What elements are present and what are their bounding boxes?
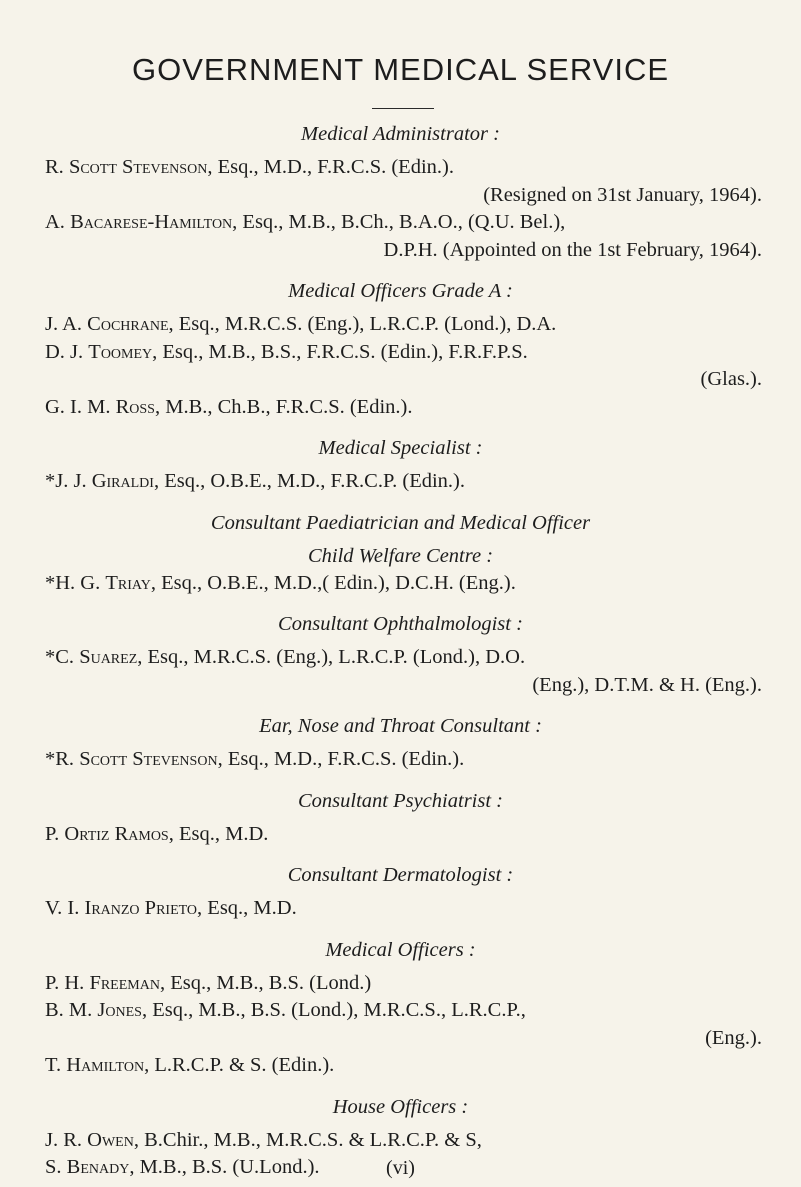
entry-line: S. Benady, M.B., B.S. (U.Lond.).	[45, 1156, 320, 1178]
entry-continuation: (Resigned on 31st January, 1964).	[483, 183, 762, 206]
page-title: GOVERNMENT MEDICAL SERVICE	[131, 52, 670, 87]
section-heading-ent-consultant: Ear, Nose and Throat Consultant :	[259, 715, 542, 737]
section-heading-consultant-paediatrician: Consultant Paediatrician and Medical Officer	[210, 511, 591, 534]
page-folio: (vi)	[386, 1157, 415, 1179]
section-heading-consultant-dermatologist: Consultant Dermatologist :	[287, 864, 514, 886]
entry-line: *H. G. Triay, Esq., O.B.E., M.D.,( Edin.), D.C.H. (Eng.).	[45, 571, 516, 594]
entry-line: R. Scott Stevenson, Esq., M.D., F.R.C.S. (Edin.).	[45, 156, 454, 178]
surname: Ross	[115, 395, 155, 418]
surname: Owen	[87, 1128, 134, 1151]
entry-line: B. M. Jones, Esq., M.B., B.S. (Lond.), M.R.C.S., L.R.C.P.,	[45, 999, 526, 1021]
entry-continuation: (Eng.), D.T.M. & H. (Eng.).	[532, 673, 762, 696]
entry-line: J. R. Owen, B.Chir., M.B., M.R.C.S. & L.R.C.P. & S,	[45, 1128, 482, 1151]
section-heading-child-welfare-centre: Child Welfare Centre :	[307, 544, 494, 567]
entry-line: D. J. Toomey, Esq., M.B., B.S., F.R.C.S. (Edin.), F.R.F.P.S.	[45, 340, 528, 363]
entry-line: A. Bacarese-Hamilton, Esq., M.B., B.Ch., B.A.O., (Q.U. Bel.),	[45, 211, 566, 233]
entry-line: *J. J. Giraldi, Esq., O.B.E., M.D., F.R.C.P. (Edin.).	[45, 470, 465, 492]
section-heading-house-officers: House Officers :	[332, 1095, 469, 1118]
surname: Toomey	[88, 340, 153, 363]
entry-line: G. I. M. Ross, M.B., Ch.B., F.R.C.S. (Edin.).	[45, 395, 413, 418]
section-heading-consultant-psychiatrist: Consultant Psychiatrist :	[298, 789, 503, 812]
section-heading-consultant-ophthalmologist: Consultant Ophthalmologist :	[278, 613, 523, 635]
surname: Bacarese-Hamilton	[70, 211, 233, 233]
surname: Triay	[105, 571, 151, 594]
entry-line: *R. Scott Stevenson, Esq., M.D., F.R.C.S. (Edin.).	[45, 748, 465, 770]
entry-line: J. A. Cochrane, Esq., M.R.C.S. (Eng.), L.R.C.P. (Lond.), D.A.	[45, 313, 557, 335]
title-rule	[372, 108, 434, 109]
surname: Hamilton	[66, 1054, 145, 1076]
surname: Benady	[66, 1156, 130, 1178]
section-heading-medical-officers: Medical Officers :	[325, 938, 476, 961]
section-heading-medical-specialist: Medical Specialist :	[318, 437, 483, 459]
surname: Ortiz Ramos	[64, 822, 169, 845]
section-heading-medical-officers-grade-a: Medical Officers Grade A :	[288, 280, 513, 302]
surname: Freeman	[89, 971, 160, 994]
surname: Jones	[97, 999, 142, 1021]
surname: Scott Stevenson	[79, 748, 218, 770]
entry-line: T. Hamilton, L.R.C.P. & S. (Edin.).	[45, 1054, 335, 1076]
entry-continuation: (Eng.).	[705, 1026, 762, 1049]
surname: Suarez	[79, 646, 138, 668]
entry-line: P. Ortiz Ramos, Esq., M.D.	[45, 822, 269, 845]
entry-line: *C. Suarez, Esq., M.R.C.S. (Eng.), L.R.C.P. (Lond.), D.O.	[45, 646, 526, 668]
entry-continuation: (Glas.).	[700, 368, 762, 390]
entry-line: V. I. Iranzo Prieto, Esq., M.D.	[45, 897, 297, 919]
entry-line: P. H. Freeman, Esq., M.B., B.S. (Lond.)	[45, 971, 372, 994]
surname: Scott Stevenson	[68, 156, 208, 178]
section-heading-medical-administrator: Medical Administrator :	[301, 123, 500, 145]
surname: Iranzo Prieto	[84, 897, 198, 919]
surname: Cochrane	[87, 313, 169, 335]
surname: Giraldi	[91, 470, 154, 492]
entry-continuation: D.P.H. (Appointed on the 1st February, 1964).	[383, 238, 762, 261]
